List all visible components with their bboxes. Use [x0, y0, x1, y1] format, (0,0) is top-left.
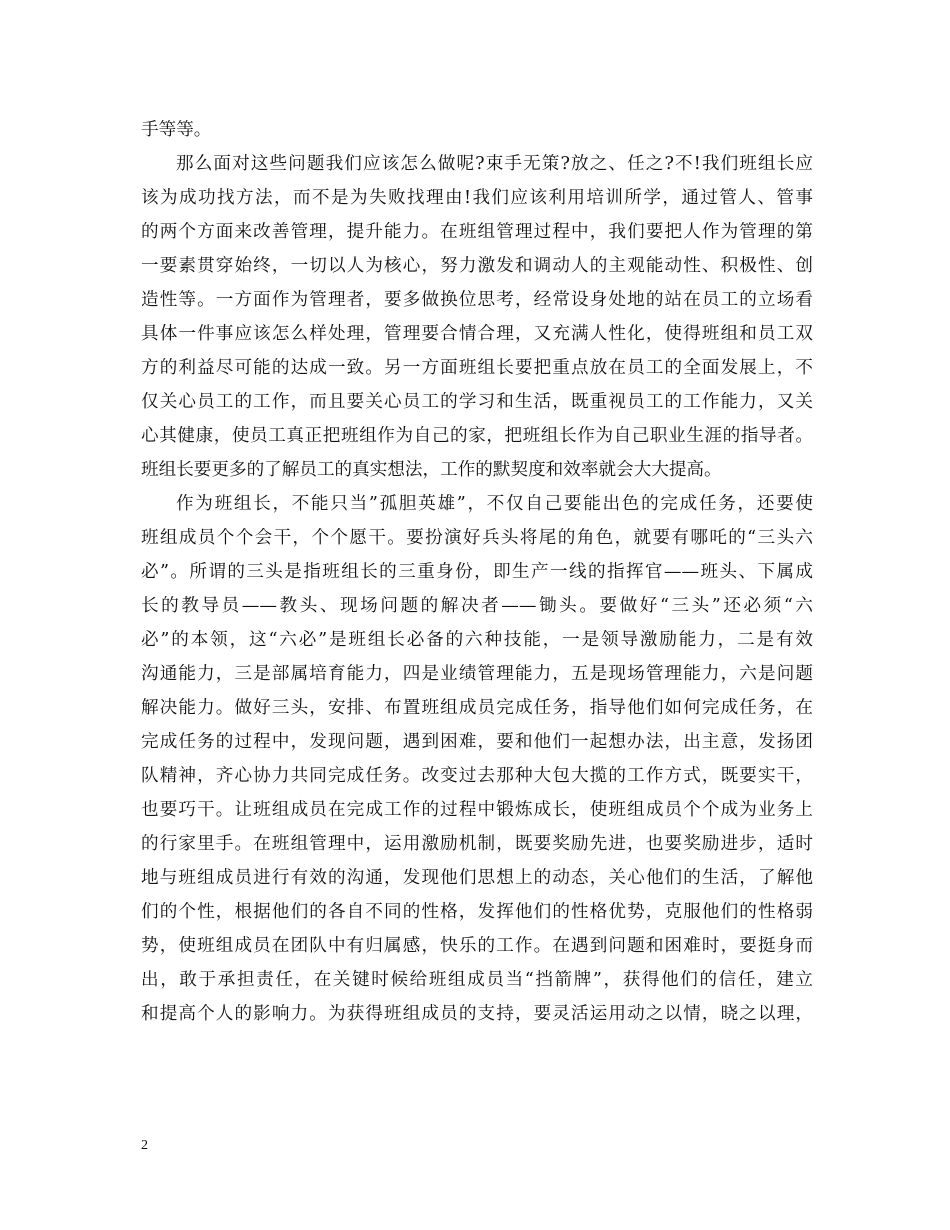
text-line: 该为成功找方法，而不是为失败找理由!我们应该利用培训所学，通过管人、管事	[141, 188, 813, 208]
text-line: 长的教导员——教头、现场问题的解决者——锄头。要做好“三头”还必须“六	[141, 596, 813, 616]
text-line: 和提高个人的影响力。为获得班组成员的支持，要灵活运用动之以情，晓之以理，	[141, 1004, 813, 1024]
text-line: 地与班组成员进行有效的沟通，发现他们思想上的动态，关心他们的生活，了解他	[141, 868, 813, 888]
text-line: 必”的本领，这“六必”是班组长必备的六种技能，一是领导激励能力，二是有效	[141, 630, 813, 650]
text-line: 一要素贯穿始终，一切以人为核心，努力激发和调动人的主观能动性、积极性、创	[141, 256, 813, 276]
text-line: 方的利益尽可能的达成一致。另一方面班组长要把重点放在员工的全面发展上，不	[141, 358, 813, 378]
text-line: 出，敢于承担责任，在关键时候给班组成员当“挡箭牌”，获得他们的信任，建立	[141, 970, 813, 990]
text-line: 解决能力。做好三头，安排、布置班组成员完成任务，指导他们如何完成任务，在	[141, 698, 813, 718]
page-number: 2	[141, 1138, 148, 1153]
text-line: 班组成员个个会干，个个愿干。要扮演好兵头将尾的角色，就要有哪吒的“三头六	[141, 528, 813, 548]
text-line: 仅关心员工的工作，而且要关心员工的学习和生活，既重视员工的工作能力，又关	[141, 392, 813, 412]
paragraph-first-line: 作为班组长，不能只当”孤胆英雄”，不仅自己要能出色的完成任务，还要使	[176, 494, 813, 514]
text-line: 完成任务的过程中，发现问题，遇到困难，要和他们一起想办法，出主意，发扬团	[141, 732, 813, 752]
paragraph-first-line: 那么面对这些问题我们应该怎么做呢?束手无策?放之、任之?不!我们班组长应	[176, 154, 813, 174]
text-line: 们的个性，根据他们的各自不同的性格，发挥他们的性格优势，克服他们的性格弱	[141, 902, 813, 922]
body-text	[141, 113, 813, 1031]
text-line: 的两个方面来改善管理，提升能力。在班组管理过程中，我们要把人作为管理的第	[141, 222, 813, 242]
text-line: 也要巧干。让班组成员在完成工作的过程中锻炼成长，使班组成员个个成为业务上	[141, 800, 813, 820]
text-line: 造性等。一方面作为管理者，要多做换位思考，经常设身处地的站在员工的立场看	[141, 290, 813, 310]
text-line: 沟通能力，三是部属培育能力，四是业绩管理能力，五是现场管理能力，六是问题	[141, 664, 813, 684]
text-line: 心其健康，使员工真正把班组作为自己的家，把班组长作为自己职业生涯的指导者。	[141, 426, 813, 446]
text-line: 具体一件事应该怎么样处理，管理要合情合理，又充满人性化，使得班组和员工双	[141, 324, 813, 344]
text-line: 势，使班组成员在团队中有归属感，快乐的工作。在遇到问题和困难时，要挺身而	[141, 936, 813, 956]
text-line: 的行家里手。在班组管理中，运用激励机制，既要奖励先进，也要奖励进步，适时	[141, 834, 813, 854]
text-line: 队精神，齐心协力共同完成任务。改变过去那种大包大揽的工作方式，既要实干，	[141, 766, 813, 786]
text-line: 必”。所谓的三头是指班组长的三重身份，即生产一线的指挥官——班头、下属成	[141, 562, 813, 582]
text-line: 手等等。	[141, 120, 212, 140]
paragraph-last-line: 班组长要更多的了解员工的真实想法，工作的默契度和效率就会大大提高。	[141, 460, 722, 480]
